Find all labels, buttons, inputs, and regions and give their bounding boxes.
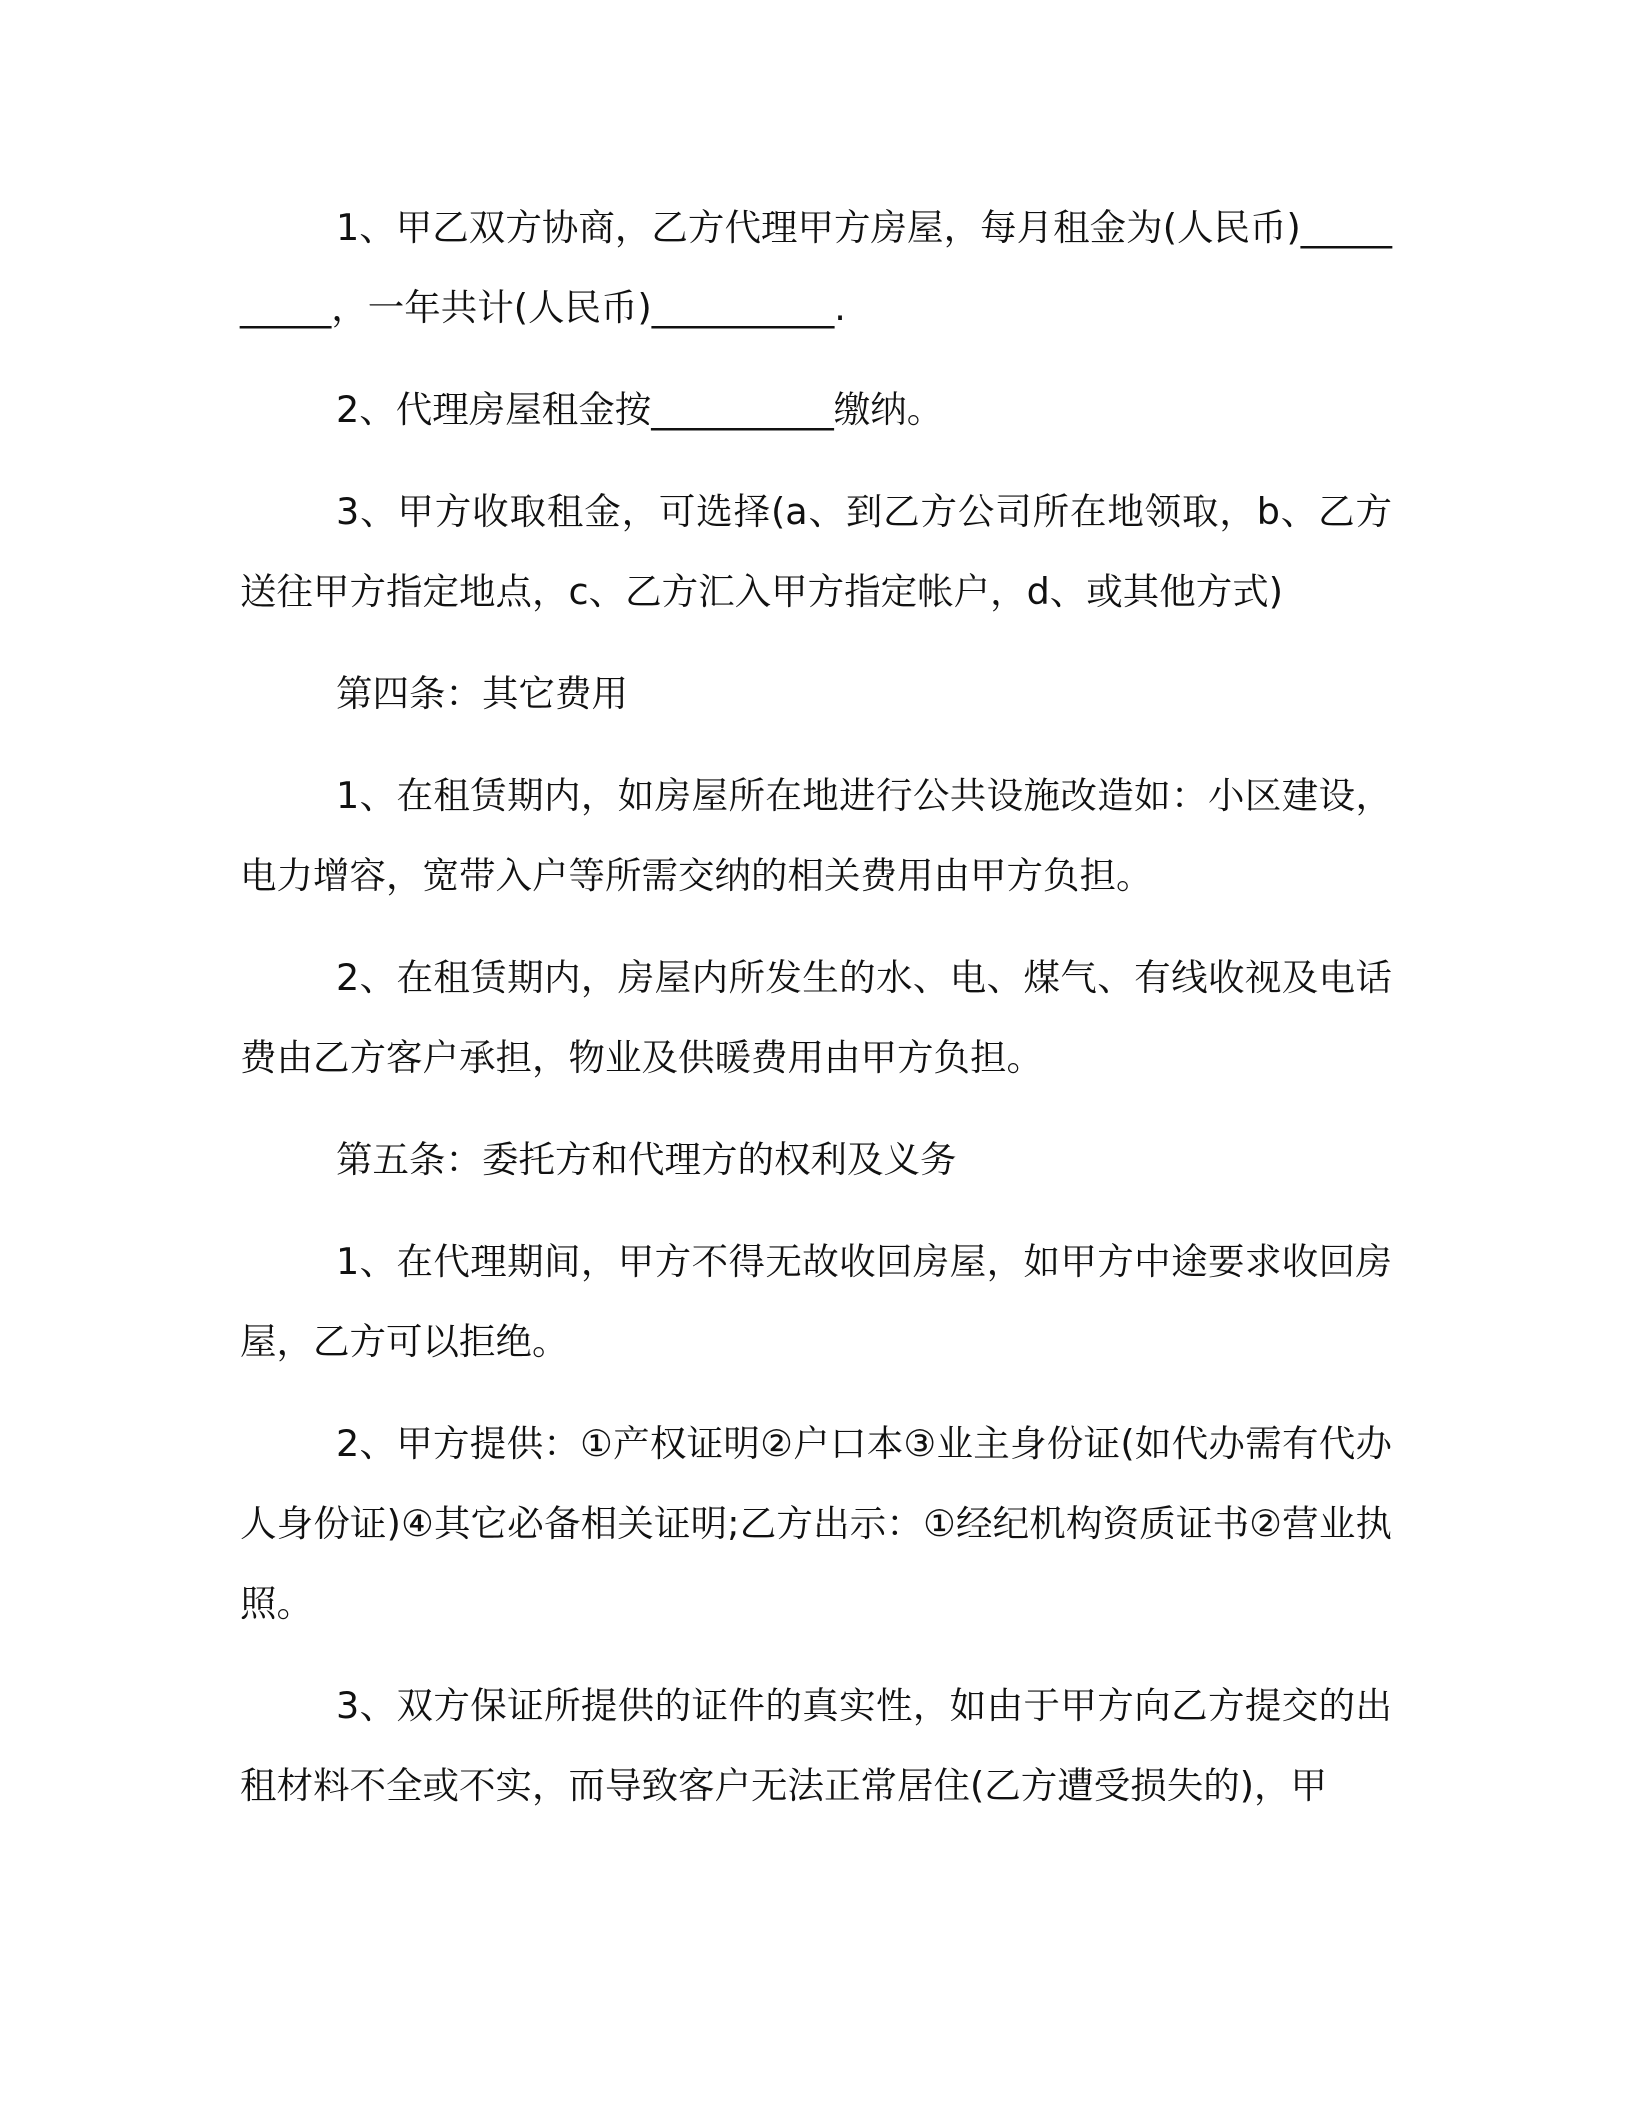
document-body <box>240 188 1392 1848</box>
paragraph-rent-payment: 2、代理房屋租金按__________缴纳。 <box>336 388 944 431</box>
article-5-heading: 第五条：委托方和代理方的权利及义务 <box>336 1138 957 1181</box>
article-4-heading: 第四条：其它费用 <box>336 672 628 715</box>
paragraph-no-reclaim: 1、在代理期间，甲方不得无故收回房屋，如甲方中途要求收回房屋，乙方可以拒绝。 <box>240 1240 1392 1363</box>
paragraph-public-facility-fees: 1、在租赁期内，如房屋所在地进行公共设施改造如：小区建设，电力增容，宽带入户等所需交纳的相关费用由甲方负担。 <box>240 774 1392 897</box>
paragraph-document-authenticity: 3、双方保证所提供的证件的真实性，如由于甲方向乙方提交的出租材料不全或不实，而导致客户无法正常居住(乙方遭受损失的)，甲 <box>240 1684 1392 1807</box>
paragraph-documents-provided: 2、甲方提供：①产权证明②户口本③业主身份证(如代办需有代办人身份证)④其它必备相关证明;乙方出示：①经纪机构资质证书②营业执照。 <box>240 1422 1392 1625</box>
paragraph-rent-collection: 3、甲方收取租金，可选择(a、到乙方公司所在地领取，b、乙方送往甲方指定地点，c、乙方汇入甲方指定帐户，d、或其他方式) <box>240 490 1392 613</box>
paragraph-utility-fees: 2、在租赁期内，房屋内所发生的水、电、煤气、有线收视及电话费由乙方客户承担，物业及供暖费用由甲方负担。 <box>240 956 1392 1079</box>
paragraph-rent-amount: 1、甲乙双方协商，乙方代理甲方房屋，每月租金为(人民币)__________，一年共计(人民币)__________. <box>240 206 1392 329</box>
